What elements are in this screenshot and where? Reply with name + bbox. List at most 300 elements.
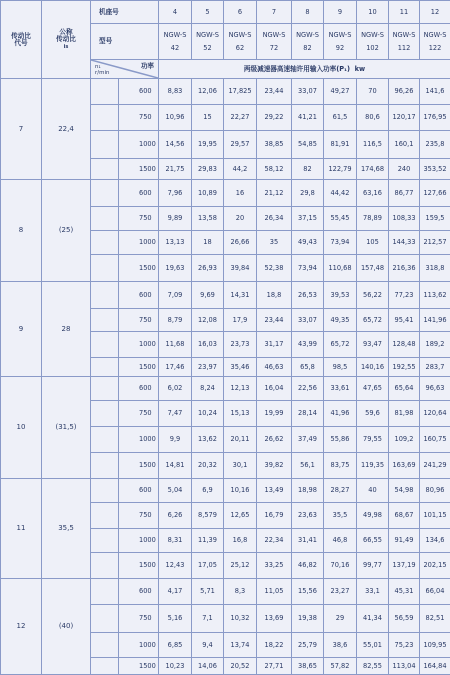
power-value: 140,16 [357,358,389,377]
power-value: 8,24 [192,377,224,401]
model-ngw-s-112 [389,24,420,60]
power-value: 9,4 [192,633,224,658]
model-number: 102 [366,44,379,52]
power-value: 25,12 [224,553,257,579]
model-ngw-s-42 [159,24,192,60]
allowable-power-title: 两级减速器高速轴许用输入功率(P₁) kw [159,60,450,79]
power-value: 160,1 [389,131,420,159]
power-value: 240 [389,159,420,180]
input-speed: 750 [119,401,159,427]
power-value: 46,63 [257,358,292,377]
power-value: 73,94 [292,255,324,282]
blank-cell [91,255,119,282]
power-value: 8,31 [159,529,192,553]
model-number: 92 [336,44,344,52]
power-value: 17,9 [224,309,257,332]
power-value: 9,9 [159,427,192,453]
power-value: 9,89 [159,207,192,231]
power-value: 52,38 [257,255,292,282]
blank-cell [91,159,119,180]
power-value: 192,55 [389,358,420,377]
power-value: 20,11 [224,427,257,453]
power-value: 28,14 [292,401,324,427]
power-value: 33,07 [292,309,324,332]
power-value: 119,35 [357,453,389,479]
power-value: 91,49 [389,529,420,553]
data-row-9-600 [1,282,450,309]
model-number: 72 [270,44,278,52]
power-value: 26,34 [257,207,292,231]
model-ngw-s-122 [420,24,450,60]
blank-cell [91,79,119,105]
model-number: 62 [236,44,244,52]
ratio-code-7: 7 [1,79,42,180]
power-value: 31,41 [292,529,324,553]
input-speed: 1000 [119,231,159,255]
power-value: 73,94 [324,231,357,255]
power-value: 11,05 [257,579,292,605]
power-value: 65,72 [324,332,357,358]
power-value: 13,69 [257,605,292,633]
power-value: 113,62 [420,282,450,309]
model-number: 112 [398,44,411,52]
model-prefix: NGW-S [164,31,187,39]
power-value: 55,45 [324,207,357,231]
power-value: 108,33 [389,207,420,231]
power-value: 212,57 [420,231,450,255]
power-value: 56,59 [389,605,420,633]
model-prefix: NGW-S [329,31,352,39]
frame-no-12: 12 [420,1,450,24]
power-value: 318,8 [420,255,450,282]
power-value: 17,825 [224,79,257,105]
power-value: 23,97 [192,358,224,377]
input-speed: 750 [119,309,159,332]
power-value: 10,16 [224,479,257,503]
power-value: 29,22 [257,105,292,131]
power-value: 33,61 [324,377,357,401]
power-value: 18,98 [292,479,324,503]
power-value: 11,39 [192,529,224,553]
power-value: 105 [357,231,389,255]
blank-cell [91,401,119,427]
power-value: 37,15 [292,207,324,231]
power-value: 7,09 [159,282,192,309]
input-speed: 1500 [119,159,159,180]
power-value: 93,47 [357,332,389,358]
blank-cell [91,453,119,479]
power-value: 15,13 [224,401,257,427]
power-value: 12,43 [159,553,192,579]
power-value: 59,6 [357,401,389,427]
power-value: 15,56 [292,579,324,605]
nominal-ratio-11: 35,5 [42,479,91,579]
power-value: 37,49 [292,427,324,453]
power-value: 23,44 [257,309,292,332]
input-speed: 1000 [119,427,159,453]
power-value: 29,83 [192,159,224,180]
ratio-code-12: 12 [1,579,42,675]
model-number: 82 [303,44,311,52]
input-speed: 1000 [119,529,159,553]
power-value: 25,79 [292,633,324,658]
nominal-ratio-sub: is [64,44,69,50]
power-value: 99,77 [357,553,389,579]
power-label: 功率 [141,63,154,70]
power-value: 16,79 [257,503,292,529]
power-value: 11,68 [159,332,192,358]
power-value: 7,96 [159,180,192,207]
frame-no-10: 10 [357,1,389,24]
power-value: 39,84 [224,255,257,282]
blank-cell [91,553,119,579]
power-value: 46,8 [324,529,357,553]
blank-cell [91,332,119,358]
ratio-code-8: 8 [1,180,42,282]
power-value: 70 [357,79,389,105]
model-prefix: NGW-S [424,31,447,39]
power-value: 20 [224,207,257,231]
input-speed: 600 [119,180,159,207]
power-value: 66,04 [420,579,450,605]
power-value: 49,98 [357,503,389,529]
power-value: 16 [224,180,257,207]
ratio-code-10: 10 [1,377,42,479]
power-value: 241,29 [420,453,450,479]
power-value: 26,62 [257,427,292,453]
power-value: 29 [324,605,357,633]
model-prefix: NGW-S [393,31,416,39]
blank-cell [91,633,119,658]
power-value: 9,69 [192,282,224,309]
power-value: 6,85 [159,633,192,658]
power-value: 10,23 [159,658,192,675]
input-speed: 1000 [119,633,159,658]
power-value: 49,27 [324,79,357,105]
power-value: 82 [292,159,324,180]
blank-cell [91,105,119,131]
power-value: 12,65 [224,503,257,529]
ratio-code-9: 9 [1,282,42,377]
power-value: 98,5 [324,358,357,377]
power-value: 120,64 [420,401,450,427]
input-speed: 1500 [119,453,159,479]
power-value: 75,23 [389,633,420,658]
power-value: 109,2 [389,427,420,453]
power-value: 23,44 [257,79,292,105]
power-value: 78,89 [357,207,389,231]
power-value: 44,42 [324,180,357,207]
power-value: 6,26 [159,503,192,529]
power-value: 96,26 [389,79,420,105]
model-number: 122 [429,44,442,52]
power-value: 82,55 [357,658,389,675]
model-ngw-s-52 [192,24,224,60]
model-ngw-s-102 [357,24,389,60]
power-value: 16,03 [192,332,224,358]
power-value: 137,19 [389,553,420,579]
power-value: 40 [357,479,389,503]
blank-cell [91,231,119,255]
power-value: 127,66 [420,180,450,207]
power-value: 109,95 [420,633,450,658]
nominal-ratio-8: (25) [42,180,91,282]
power-value: 157,48 [357,255,389,282]
model-ngw-s-82 [292,24,324,60]
power-value: 6,02 [159,377,192,401]
input-speed: 600 [119,79,159,105]
power-value: 39,53 [324,282,357,309]
model-prefix: NGW-S [229,31,252,39]
frame-no-9: 9 [324,1,357,24]
power-value: 27,71 [257,658,292,675]
input-speed: 1000 [119,131,159,159]
power-value: 4,17 [159,579,192,605]
power-value: 13,62 [192,427,224,453]
model-ngw-s-62 [224,24,257,60]
data-row-7-600 [1,79,450,105]
power-value: 134,6 [420,529,450,553]
input-speed: 1500 [119,553,159,579]
power-value: 235,8 [420,131,450,159]
power-value: 79,55 [357,427,389,453]
input-speed: 750 [119,605,159,633]
power-value: 55,01 [357,633,389,658]
power-value: 10,96 [159,105,192,131]
power-value: 65,8 [292,358,324,377]
power-value: 283,7 [420,358,450,377]
power-value: 8,579 [192,503,224,529]
data-row-10-600 [1,377,450,401]
frame-no-4: 4 [159,1,192,24]
power-value: 30,1 [224,453,257,479]
model-prefix: NGW-S [196,31,219,39]
power-value: 46,82 [292,553,324,579]
power-value: 65,64 [389,377,420,401]
model-label: 型号 [91,24,159,60]
nominal-ratio-7: 22,4 [42,79,91,180]
frame-no-5: 5 [192,1,224,24]
nominal-ratio-9: 28 [42,282,91,377]
input-speed: 1500 [119,358,159,377]
power-value: 31,17 [257,332,292,358]
power-value: 19,95 [192,131,224,159]
power-value: 56,1 [292,453,324,479]
power-value: 26,66 [224,231,257,255]
power-value: 38,65 [292,658,324,675]
power-value: 80,6 [357,105,389,131]
power-value: 8,79 [159,309,192,332]
power-value: 96,63 [420,377,450,401]
power-value: 33,1 [357,579,389,605]
power-value: 56,22 [357,282,389,309]
power-value: 22,34 [257,529,292,553]
blank-cell [91,131,119,159]
power-value: 33,07 [292,79,324,105]
blank-cell [91,605,119,633]
power-value: 216,36 [389,255,420,282]
nominal-ratio-header: 公称 传动比 is [42,1,91,79]
input-speed: 750 [119,207,159,231]
model-number: 52 [203,44,211,52]
power-value: 43,99 [292,332,324,358]
power-value: 82,51 [420,605,450,633]
power-value: 58,12 [257,159,292,180]
power-value: 21,12 [257,180,292,207]
power-value: 16,04 [257,377,292,401]
blank-cell [91,427,119,453]
blank-cell [91,309,119,332]
power-value: 45,31 [389,579,420,605]
blank-cell [91,180,119,207]
power-value: 13,13 [159,231,192,255]
power-value: 38,85 [257,131,292,159]
power-value: 8,83 [159,79,192,105]
power-value: 202,15 [420,553,450,579]
power-value: 174,68 [357,159,389,180]
blank-cell [91,579,119,605]
frame-no-8: 8 [292,1,324,24]
input-speed: 750 [119,105,159,131]
power-value: 8,3 [224,579,257,605]
power-value: 17,05 [192,553,224,579]
power-value: 70,16 [324,553,357,579]
blank-cell [91,479,119,503]
power-value: 23,73 [224,332,257,358]
power-value: 83,75 [324,453,357,479]
input-speed: 600 [119,377,159,401]
power-value: 10,89 [192,180,224,207]
power-value: 22,56 [292,377,324,401]
power-value: 81,98 [389,401,420,427]
power-value: 35 [257,231,292,255]
power-value: 63,16 [357,180,389,207]
power-value: 18,8 [257,282,292,309]
input-speed: 1000 [119,332,159,358]
power-value: 20,52 [224,658,257,675]
power-value: 10,24 [192,401,224,427]
power-value: 26,53 [292,282,324,309]
input-speed: 600 [119,579,159,605]
power-value: 116,5 [357,131,389,159]
power-value: 18,22 [257,633,292,658]
power-value: 160,75 [420,427,450,453]
model-prefix: NGW-S [296,31,319,39]
power-value: 13,58 [192,207,224,231]
nominal-ratio-10: (31,5) [42,377,91,479]
frame-no-label: 机座号 [91,1,159,24]
power-value: 20,32 [192,453,224,479]
power-value: 113,04 [389,658,420,675]
power-value: 44,2 [224,159,257,180]
power-value: 5,71 [192,579,224,605]
ratio-code-11: 11 [1,479,42,579]
power-value: 38,6 [324,633,357,658]
data-row-11-600 [1,479,450,503]
power-value: 7,1 [192,605,224,633]
power-value: 18 [192,231,224,255]
power-value: 141,96 [420,309,450,332]
frame-no-6: 6 [224,1,257,24]
power-value: 68,67 [389,503,420,529]
power-value: 13,74 [224,633,257,658]
power-value: 19,38 [292,605,324,633]
power-value: 29,57 [224,131,257,159]
power-value: 12,06 [192,79,224,105]
power-value: 15 [192,105,224,131]
model-prefix: NGW-S [361,31,384,39]
power-value: 141,6 [420,79,450,105]
blank-cell [91,358,119,377]
input-speed: 1500 [119,658,159,675]
power-value: 144,33 [389,231,420,255]
power-value: 353,52 [420,159,450,180]
power-value: 49,35 [324,309,357,332]
power-value: 5,16 [159,605,192,633]
power-value: 19,99 [257,401,292,427]
power-value: 41,96 [324,401,357,427]
power-value: 122,79 [324,159,357,180]
power-value: 54,98 [389,479,420,503]
power-value: 14,81 [159,453,192,479]
power-value: 41,21 [292,105,324,131]
power-value: 5,04 [159,479,192,503]
blank-cell [91,529,119,553]
blank-cell [91,503,119,529]
power-value: 33,25 [257,553,292,579]
power-value: 41,34 [357,605,389,633]
blank-cell [91,658,119,675]
power-value: 57,82 [324,658,357,675]
power-value: 189,2 [420,332,450,358]
power-value: 81,91 [324,131,357,159]
model-number: 42 [171,44,179,52]
power-value: 128,48 [389,332,420,358]
power-value: 28,27 [324,479,357,503]
power-value: 14,56 [159,131,192,159]
blank-cell [91,377,119,401]
power-value: 13,49 [257,479,292,503]
power-value: 17,46 [159,358,192,377]
power-value: 164,84 [420,658,450,675]
frame-no-7: 7 [257,1,292,24]
power-value: 16,8 [224,529,257,553]
power-value: 47,65 [357,377,389,401]
power-value: 35,5 [324,503,357,529]
frame-no-11: 11 [389,1,420,24]
power-value: 14,31 [224,282,257,309]
power-value: 6,9 [192,479,224,503]
input-speed: 600 [119,479,159,503]
blank-cell [91,207,119,231]
model-prefix: NGW-S [263,31,286,39]
input-speed: 1500 [119,255,159,282]
input-speed: 600 [119,282,159,309]
power-value: 163,69 [389,453,420,479]
power-value: 14,06 [192,658,224,675]
power-value: 21,75 [159,159,192,180]
power-value: 77,23 [389,282,420,309]
ratio-code-header: 传动比 代号 [1,1,42,79]
power-value: 10,32 [224,605,257,633]
power-value: 86,77 [389,180,420,207]
model-ngw-s-72 [257,24,292,60]
nominal-ratio-12: (40) [42,579,91,675]
power-value: 26,93 [192,255,224,282]
power-value: 12,13 [224,377,257,401]
input-speed: 750 [119,503,159,529]
power-value: 39,82 [257,453,292,479]
